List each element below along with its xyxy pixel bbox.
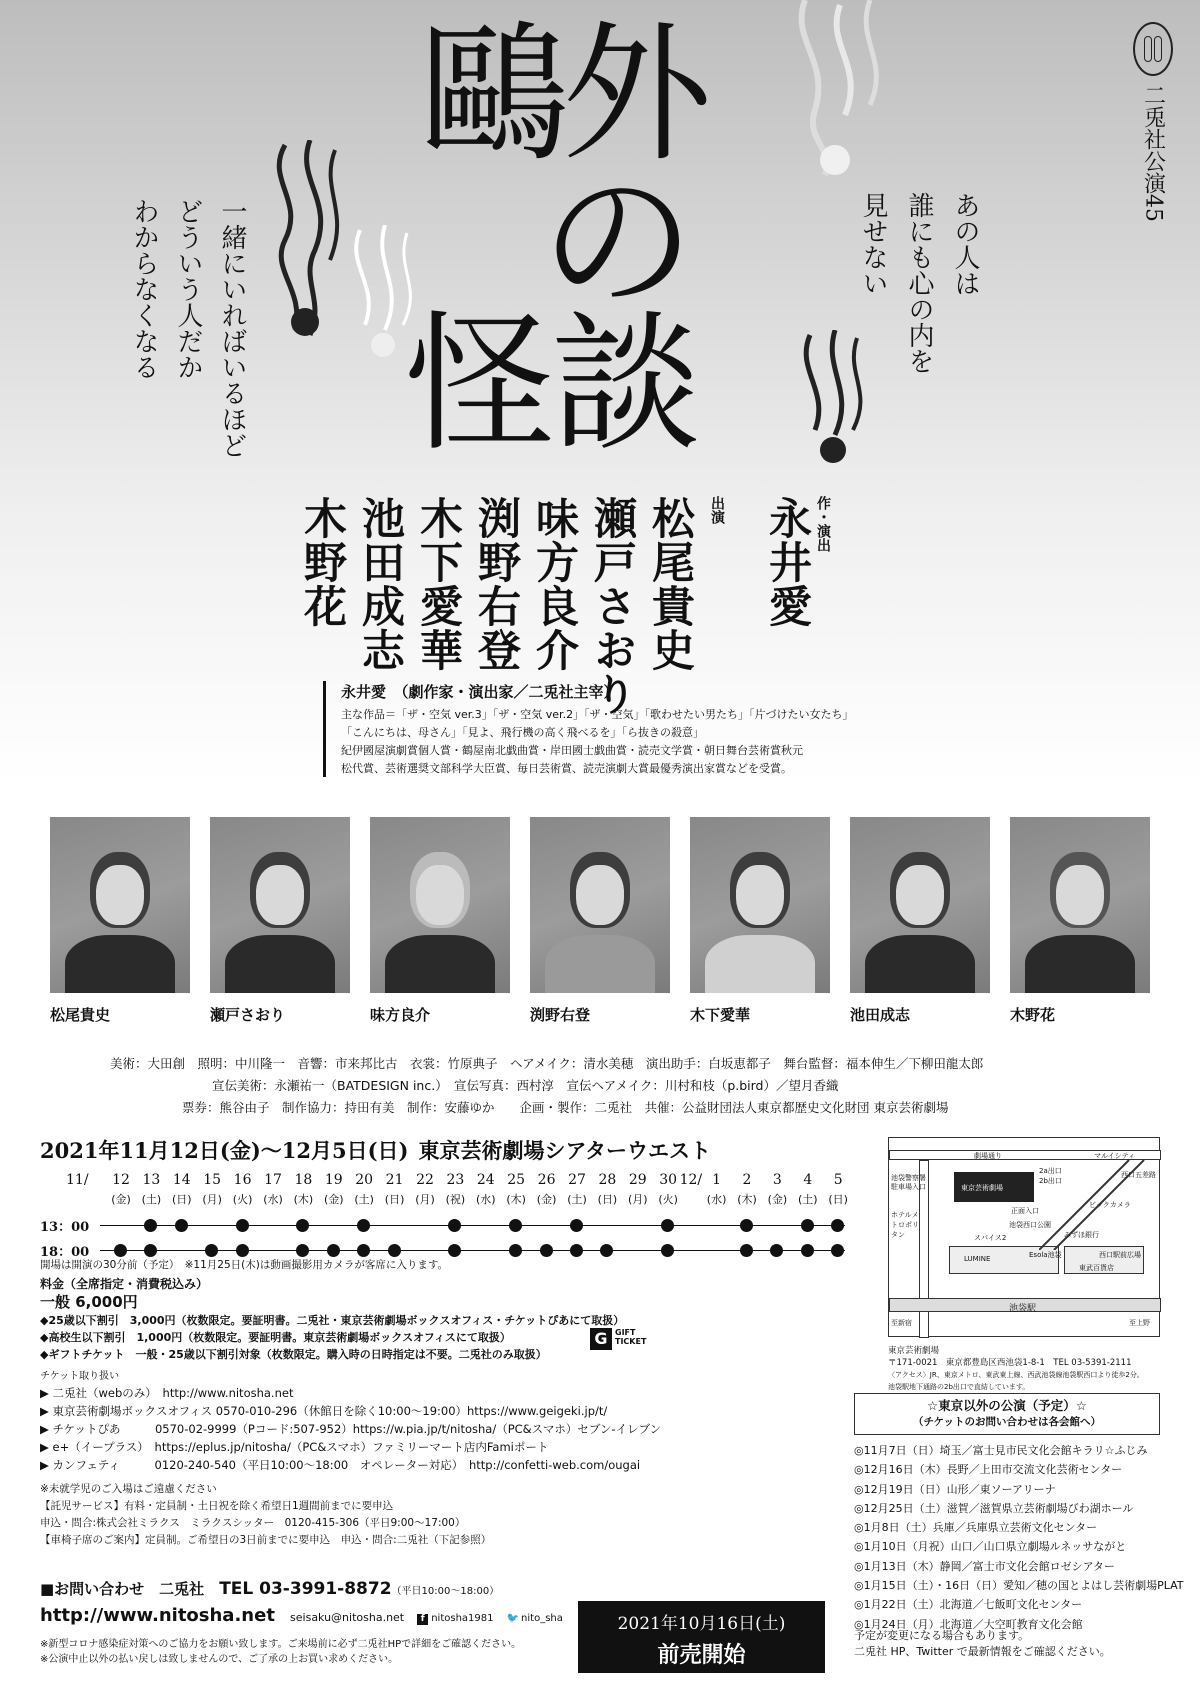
map-label: 池袋西口公園 <box>1009 1221 1051 1229</box>
contact-phone[interactable]: TEL 03-3991-8872 <box>219 1579 392 1599</box>
price-line: ◆25歳以下割引 3,000円（枚数限定。要証明書。二兎社・東京芸術劇場ボックスオフィス・チケットぴあにて取扱） <box>40 1314 625 1327</box>
staff-line: 票券：熊谷由子 制作協力：持田有美 制作：安藤ゆか 企画・製作：二兎社 共催：公益財団法人東京都歴史文化財団 東京芸術劇場 <box>182 1100 949 1115</box>
schedule-change-note <box>854 1628 1111 1660</box>
note-line: 二兎社 HP、Twitter で最新情報をご確認ください。 <box>854 1645 1111 1658</box>
footnotes <box>40 1637 521 1667</box>
ghost-wisp-decoration <box>785 0 895 180</box>
website-link[interactable]: http://www.nitosha.net <box>40 1605 275 1626</box>
footnote: ※公演中止以外の払い戻しは致しませんので、ご了承の上お買い求めください。 <box>40 1654 399 1665</box>
matinee-performance-dot <box>448 1219 461 1232</box>
matinee-performance-dot <box>661 1219 674 1232</box>
presale-badge <box>578 1601 825 1673</box>
contact-hours: （平日10:00〜18:00） <box>391 1586 500 1597</box>
venue-address <box>888 1345 1144 1393</box>
schedule-weekday: (日) <box>384 1193 405 1206</box>
venue-address-line: 〈アクセス〉JR、東京メトロ、東武東上線、西武池袋線池袋駅西口より徒歩2分。 <box>888 1371 1144 1379</box>
map-label: 池袋駅 <box>1009 1304 1037 1314</box>
photo-caption: 木野花 <box>1010 1006 1056 1024</box>
staff-credits <box>110 1053 983 1119</box>
presale-label: 前売開始 <box>657 1642 746 1668</box>
ghost-wisp-decoration <box>265 140 355 340</box>
photo-caption: 木下愛華 <box>690 1006 751 1024</box>
map-label: ホテルメトロポリタン <box>891 1211 919 1239</box>
matinee-performance-dot <box>801 1219 814 1232</box>
misc-line: 【車椅子席のご案内】定員制。ご希望日の3日前までに要申込 申込・問合:二兎社（下記参照） <box>40 1534 492 1546</box>
schedule-weekday: (月) <box>628 1193 648 1206</box>
author-profile <box>323 681 873 777</box>
map-label: ビックカメラ <box>1089 1201 1131 1209</box>
tour-item: ◎1月24日（月）北海道／大空町教育文化会館 <box>854 1617 1083 1631</box>
evening-performance-dot <box>770 1244 783 1257</box>
tour-title-sub: （チケットのお問い合わせは各会館へ） <box>912 1416 1102 1428</box>
schedule-weekday: (火) <box>232 1193 253 1206</box>
schedule-weekday: (日) <box>597 1193 618 1206</box>
schedule-weekday: (月) <box>202 1193 222 1206</box>
evening-performance-dot <box>570 1244 583 1257</box>
schedule-weekday: (土) <box>567 1193 587 1206</box>
run-venue: 東京芸術劇場シアターウエスト <box>418 1139 712 1163</box>
photo-caption: 松尾貴史 <box>50 1006 111 1024</box>
map-label: 正面入口 <box>1011 1207 1039 1215</box>
tour-title <box>854 1393 1160 1435</box>
schedule-weekday: (祝) <box>445 1193 466 1206</box>
schedule-weekday: (水) <box>476 1193 496 1206</box>
web-links <box>40 1605 563 1626</box>
schedule-day: 27 <box>568 1172 586 1188</box>
photo-caption: 瀬戸さおり <box>210 1006 286 1024</box>
schedule-weekday: (金) <box>767 1193 788 1206</box>
schedule-day: 23 <box>446 1172 465 1188</box>
matinee-performance-dot <box>357 1219 370 1232</box>
time-matinee: 13：00 <box>40 1220 90 1235</box>
evening-performance-dot <box>831 1244 844 1257</box>
schedule-weekday: (日) <box>828 1193 848 1206</box>
facebook-link[interactable]: nitosha1981 <box>431 1613 494 1624</box>
twitter-icon: 🐦 <box>506 1613 520 1624</box>
matinee-performance-dot <box>570 1219 583 1232</box>
twitter-link[interactable]: nito_sha <box>521 1613 563 1624</box>
contact-label: ■お問い合わせ 二兎社 <box>40 1580 220 1598</box>
evening-performance-dot <box>600 1244 613 1257</box>
schedule-weekday: (金) <box>536 1193 557 1206</box>
title-part-kaidan: 怪談 <box>405 298 698 472</box>
evening-performance-dot <box>801 1244 814 1257</box>
evening-performance-dot <box>509 1244 522 1257</box>
schedule-day: 19 <box>324 1172 343 1188</box>
evening-performance-dot <box>661 1244 674 1257</box>
schedule-weekday: (水) <box>706 1193 727 1206</box>
evening-performance-dot <box>357 1244 370 1257</box>
schedule-weekday: (木) <box>506 1193 526 1206</box>
schedule-weekday: (水) <box>263 1193 283 1206</box>
tour-item: ◎1月8日（土）兵庫／兵庫県立芸術文化センター <box>854 1521 1098 1535</box>
schedule-day: 21 <box>385 1172 404 1188</box>
title-part-ougai: 鷗外 <box>420 8 705 182</box>
note-line: 予定が変更になる場合もあります。 <box>854 1629 1030 1642</box>
schedule-day: 5 <box>833 1172 843 1188</box>
cast-name: 木野花 <box>297 496 347 628</box>
schedule-weekday: (土) <box>141 1193 162 1206</box>
cast-photo <box>1010 817 1150 993</box>
schedule-day: 26 <box>537 1172 556 1188</box>
venue-address-line: 東京芸術劇場 <box>888 1346 940 1356</box>
author-line: 「こんにちは、母さん」「見よ、飛行機の高く飛べるを」「ら抜きの殺意」 <box>341 726 704 739</box>
evening-performance-dot <box>448 1244 461 1257</box>
tagline-left: 一緒にいればいるほど どういう人だか わからなくなる <box>129 198 247 458</box>
schedule-day: 14 <box>172 1172 191 1188</box>
staff-line: 美術：大田創 照明：中川隆一 音響：市来邦比古 衣裳：竹原典子 ヘアメイク：清水美穂 演出助手：白坂恵都子 舞台監督：福本伸生／下柳田龍太郎 <box>110 1056 984 1071</box>
time-evening: 18：00 <box>40 1245 90 1260</box>
evening-performance-dot <box>327 1244 340 1257</box>
tour-item: ◎12月16日（木）長野／上田市交流文化芸術センター <box>854 1463 1123 1477</box>
cast-name: 瀬戸さおり <box>587 496 637 716</box>
cast-name: 池田成志 <box>355 496 405 672</box>
schedule-weekday: (土) <box>354 1193 374 1206</box>
map-label: マルイシティ <box>1094 1152 1136 1160</box>
cast-photo <box>370 817 510 993</box>
tour-item: ◎12月25日（土）滋賀／滋賀県立芸術劇場びわ湖ホール <box>854 1501 1134 1515</box>
ticket-line[interactable]: ▶ カンフェティ 0120-240-540（平日10:00〜18:00 オペレーター対応） http://confetti-web.com/ougai <box>40 1458 641 1472</box>
venue-map <box>888 1137 1160 1337</box>
schedule-day: 4 <box>803 1172 813 1188</box>
author-heading: 永井愛 （劇作家・演出家／二兎社主宰） <box>341 683 619 701</box>
map-label: 東武百貨店 <box>1079 1264 1114 1272</box>
schedule-day: 20 <box>355 1172 374 1188</box>
map-label: 西口駅前広場 <box>1099 1251 1141 1259</box>
map-label: 劇場通り <box>974 1152 1002 1160</box>
photo-caption: 池田成志 <box>850 1006 911 1024</box>
schedule-weekday: (金) <box>111 1193 131 1206</box>
matinee-performance-dot <box>144 1219 157 1232</box>
cast-photo <box>850 817 990 993</box>
tour-title-line: ☆東京以外の公演（予定）☆ <box>927 1398 1087 1413</box>
matinee-performance-dot <box>236 1219 249 1232</box>
map-label: 至新宿 <box>891 1319 912 1327</box>
venue-address-line: 〒171-0021 東京都豊島区西池袋1-8-1 TEL 03-5391-2111 <box>888 1358 1132 1368</box>
schedule-day: 29 <box>628 1172 647 1188</box>
schedule-day: 25 <box>507 1172 526 1188</box>
misc-line: 申込・問合:株式会社ミラクス ミラクスシッター 0120-415-306（平日9:00〜17:00） <box>40 1517 466 1529</box>
evening-performance-dot <box>144 1244 157 1257</box>
map-label: 至上野 <box>1129 1319 1150 1327</box>
map-label: スパイス2 <box>974 1234 1007 1242</box>
gift-icon: G <box>590 1328 612 1350</box>
company-performance-number: 二兎社公演45 <box>1140 84 1166 222</box>
company-mark <box>1131 22 1175 222</box>
schedule-day: 18 <box>294 1172 313 1188</box>
tour-item: ◎11月7日（日）埼玉／富士見市民文化会館キラリ☆ふじみ <box>854 1444 1148 1457</box>
schedule-weekday: (火) <box>658 1193 678 1206</box>
matinee-performance-dot <box>831 1219 844 1232</box>
writer-name: 永井愛 <box>762 496 812 628</box>
cast-photo <box>50 817 190 993</box>
schedule-day: 1 <box>712 1172 722 1188</box>
schedule-day: 15 <box>203 1172 222 1188</box>
map-label: 2b出口 <box>1039 1177 1062 1185</box>
map-label: 2a出口 <box>1039 1167 1062 1175</box>
cast-photo <box>210 817 350 993</box>
ticket-line[interactable]: ▶ 二兎社（webのみ） http://www.nitosha.net <box>40 1386 294 1400</box>
evening-performance-dot <box>740 1244 753 1257</box>
photo-caption: 渕野右登 <box>530 1006 591 1024</box>
open-note: 開場は開演の30分前（予定） ※11月25日(木)は動画撮影用カメラが客席に入ります。 <box>40 1259 448 1271</box>
gift-ticket-badge <box>590 1328 646 1350</box>
evening-performance-dot <box>296 1244 309 1257</box>
cast-label: 出演 <box>709 496 725 524</box>
schedule-day: 17 <box>264 1172 282 1188</box>
gift-ticket-text: GIFT TICKET <box>615 1328 647 1346</box>
email-link[interactable]: seisaku@nitosha.net <box>290 1611 405 1624</box>
map-label: LUMINE <box>964 1255 991 1263</box>
map-label: Esola池袋 <box>1029 1251 1062 1259</box>
schedule-weekday: (木) <box>737 1193 757 1206</box>
author-line: 主な作品＝「ザ・空気 ver.3」「ザ・空気 ver.2」「ザ・空気」「歌わせたい男たち」「片づけたい女たち」 <box>341 708 854 721</box>
rabbit-logo-icon <box>1133 22 1173 76</box>
ticket-line[interactable]: ▶ チケットぴあ 0570-02-9999（Pコード:507-952）https://w.pia.jp/t/nitosha/（PC&スマホ）セブン-イレブン <box>40 1422 662 1436</box>
price-line: ◆高校生以下割引 1,000円（枚数限定。要証明書。東京芸術劇場ボックスオフィスにて取扱） <box>40 1331 511 1344</box>
writer-label: 作・演出 <box>815 496 831 552</box>
schedule-weekday: (月) <box>415 1193 435 1206</box>
schedule-day: 3 <box>772 1172 782 1188</box>
matinee-performance-dot <box>296 1219 309 1232</box>
matinee-performance-dot <box>740 1219 753 1232</box>
schedule-day: 13 <box>142 1172 161 1188</box>
cast-name: 味方良介 <box>529 496 579 672</box>
cast-name: 木下愛華 <box>413 496 463 672</box>
schedule-weekday: (金) <box>324 1193 344 1206</box>
cast-photo <box>690 817 830 993</box>
schedule-day: 22 <box>416 1172 434 1188</box>
schedule-day: 28 <box>598 1172 617 1188</box>
schedule-weekday: (日) <box>172 1193 192 1206</box>
schedule-day: 24 <box>476 1172 495 1188</box>
schedule-day: 12 <box>112 1172 130 1188</box>
evening-performance-dot <box>205 1244 218 1257</box>
map-label: みずほ銀行 <box>1064 1231 1099 1239</box>
evening-performance-dot <box>114 1244 127 1257</box>
misc-line: ※未就学児のご入場はご遠慮ください <box>40 1483 217 1495</box>
ticket-line[interactable]: ▶ e+（イープラス） https://eplus.jp/nitosha/（PC&スマホ）ファミリーマート店内Famiポート <box>40 1440 549 1454</box>
month-december: 12/ <box>679 1172 703 1188</box>
cast-photo <box>530 817 670 993</box>
map-label: 東京芸術劇場 <box>961 1184 1003 1192</box>
run-dates: 2021年11月12日(金)〜12月5日(日) <box>40 1138 409 1163</box>
schedule-weekday: (土) <box>798 1193 818 1206</box>
tagline-right: あの人は 誰にも心の内を 見せない <box>858 192 980 374</box>
tour-item: ◎1月22日（土）北海道／七飯町文化センター <box>854 1598 1083 1612</box>
schedule-day: 16 <box>233 1172 252 1188</box>
evening-performance-dot <box>388 1244 401 1257</box>
tour-list <box>854 1441 1184 1634</box>
footnote: ※新型コロナ感染症対策へのご協力をお願い致します。ご来場前に必ず二兎社HPで詳細をご確認ください。 <box>40 1639 522 1650</box>
cast-name: 松尾貴史 <box>645 496 695 672</box>
title-part-no: の <box>540 152 695 333</box>
tour-item: ◎12月19日（日）山形／東ソーアリーナ <box>854 1482 1056 1496</box>
evening-performance-dot <box>236 1244 249 1257</box>
contact-info <box>40 1578 499 1599</box>
map-label: 池袋警察署 <box>891 1174 926 1182</box>
cast-photos <box>50 817 1160 1037</box>
tour-item: ◎1月10日（月祝）山口／山口県立劇場ルネッサながと <box>854 1540 1127 1554</box>
price-heading: 料金（全席指定・消費税込み） <box>40 1277 209 1291</box>
month-november: 11/ <box>66 1172 89 1188</box>
evening-performance-dot <box>540 1244 553 1257</box>
tour-item: ◎1月15日（土）・16日（日）愛知／穂の国とよはし芸術劇場PLAT <box>854 1579 1184 1593</box>
tour-item: ◎1月13日（木）静岡／富士市文化会館ロゼシアター <box>854 1559 1115 1573</box>
facebook-icon: f <box>417 1614 428 1625</box>
misc-line: 【託児サービス】有料・定員制・土日祝を除く希望日1週間前までに要申込 <box>40 1500 394 1512</box>
map-label: 駐車場入口 <box>891 1183 926 1191</box>
schedule-weekday: (木) <box>293 1193 314 1206</box>
author-line: 紀伊國屋演劇賞個人賞・鶴屋南北戯曲賞・岸田國士戯曲賞・読売文学賞・朝日舞台芸術賞秋元 <box>341 744 803 757</box>
presale-date: 2021年10月16日(土) <box>617 1614 786 1634</box>
staff-line: 宣伝美術：永瀬祐一（BATDESIGN inc.） 宣伝写真：西村淳 宣伝ヘアメイク：川村和枝（p.bird）／望月香織 <box>212 1078 839 1093</box>
price-line: ◆ギフトチケット 一般・25歳以下割引対象（枚数限定。購入時の日時指定は不要。二兎社のみ取扱） <box>40 1348 547 1361</box>
run-header <box>40 1135 711 1165</box>
venue-address-line: 池袋駅地下通路の2b出口で直結しています。 <box>888 1383 1030 1391</box>
matinee-performance-dot <box>509 1219 522 1232</box>
tour-schedule <box>854 1393 1184 1634</box>
matinee-line <box>100 1225 845 1226</box>
price-general: 一般 6,000円 <box>40 1293 138 1311</box>
matinee-performance-dot <box>175 1219 188 1232</box>
author-line: 松代賞、芸術選奨文部科学大臣賞、毎日芸術賞、読売演劇大賞最優秀演出家賞などを受賞。 <box>341 762 792 775</box>
map-label: 西口五差路 <box>1121 1171 1156 1179</box>
schedule-day: 30 <box>659 1172 678 1188</box>
photo-caption: 味方良介 <box>370 1006 431 1024</box>
ticket-line[interactable]: ▶ 東京芸術劇場ボックスオフィス 0570-010-296（休館日を除く10:00〜19:00）https://www.geigeki.jp/t/ <box>40 1404 608 1418</box>
schedule-day: 2 <box>742 1172 752 1188</box>
ticket-heading: チケット取り扱い <box>40 1371 120 1382</box>
cast-name: 渕野右登 <box>471 496 521 672</box>
